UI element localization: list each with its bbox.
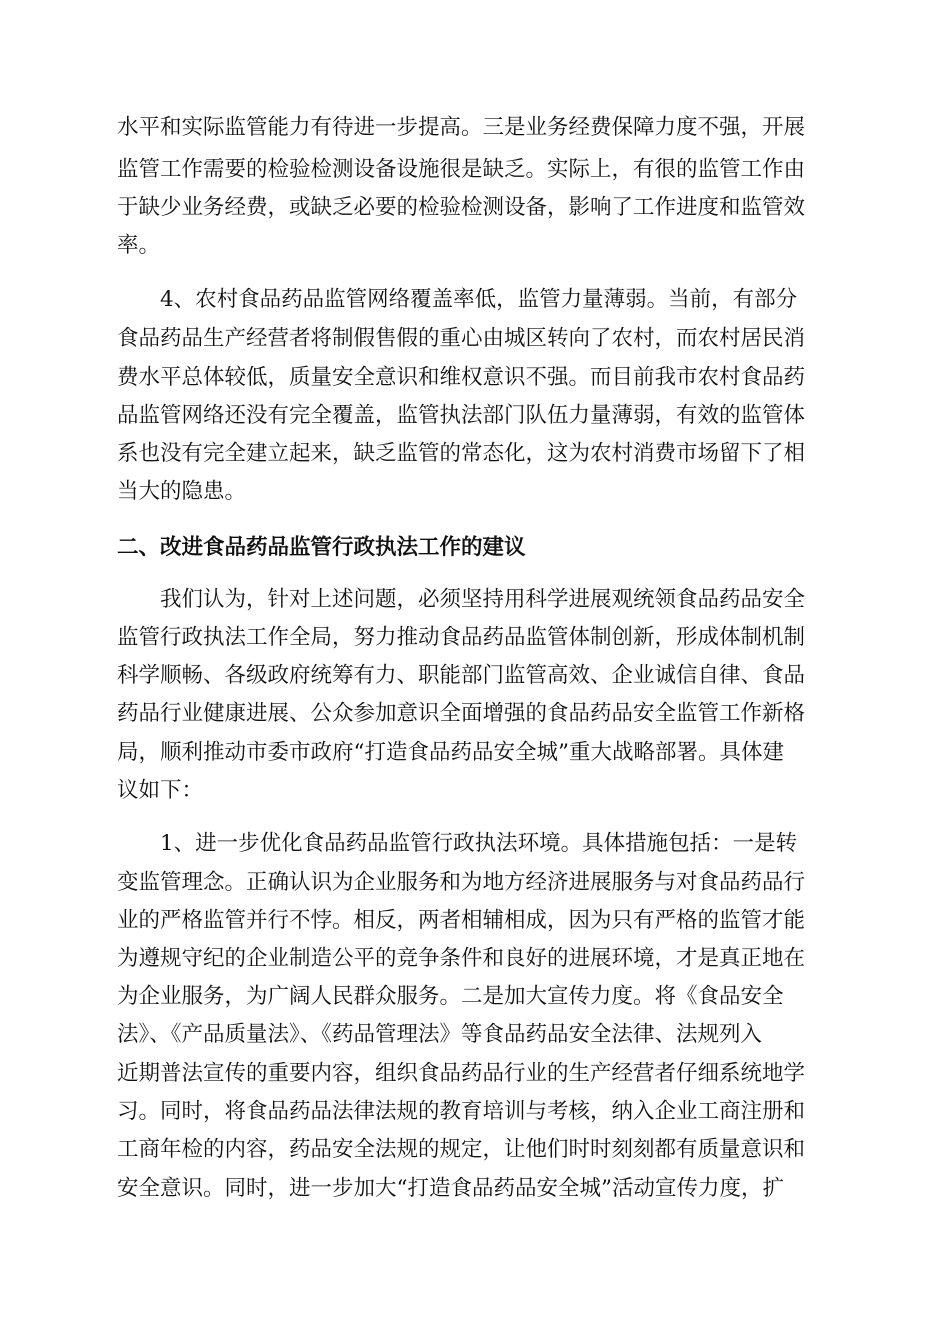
paragraph-line: 1、进一步优化食品药品监管行政执法环境。具体措施包括：一是转: [160, 831, 798, 856]
paragraph-line: 药品行业健康进展、公众参加意识全面增强的食品药品安全监管工作新格: [117, 701, 806, 726]
paragraph-line: 率。: [117, 233, 161, 258]
paragraph-line: 系也没有完全建立起来，缺乏监管的常态化，这为农村消费市场留下了相: [117, 441, 806, 466]
paragraph-line: 局，顺利推动市委市政府“打造食品药品安全城”重大战略部署。具体建: [117, 740, 784, 765]
paragraph-line: 为企业服务，为广阔人民群众服务。二是加大宣传力度。将《食品安全: [117, 984, 784, 1009]
paragraph-line: 4、农村食品药品监管网络覆盖率低，监管力量薄弱。当前，有部分: [160, 287, 798, 312]
paragraph-line: 近期普法宣传的重要内容，组织食品药品行业的生产经营者仔细系统地学: [117, 1061, 806, 1086]
section-heading: 二、改进食品药品监管行政执法工作的建议: [117, 535, 526, 560]
paragraph-line: 监管工作需要的检验检测设备设施很是缺乏。实际上，有很的监管工作由: [117, 157, 806, 182]
paragraph-line: 科学顺畅、各级政府统筹有力、职能部门监管高效、企业诚信自律、食品: [117, 663, 806, 688]
paragraph-line: 费水平总体较低，质量安全意识和维权意识不强。而目前我市农村食品药: [117, 365, 806, 390]
paragraph-line: 议如下：: [117, 778, 204, 803]
paragraph-line: 当大的隐患。: [117, 479, 247, 504]
paragraph-line: 于缺少业务经费，或缺乏必要的检验检测设备，影响了工作进度和监管效: [117, 195, 806, 220]
paragraph-line: 品监管网络还没有完全覆盖，监管执法部门队伍力量薄弱，有效的监管体: [117, 403, 806, 428]
paragraph-line: 安全意识。同时，进一步加大“打造食品药品安全城”活动宣传力度，扩: [117, 1176, 784, 1201]
paragraph-line: 工商年检的内容，药品安全法规的规定，让他们时时刻刻都有质量意识和: [117, 1137, 806, 1162]
paragraph-line: 水平和实际监管能力有待进一步提高。三是业务经费保障力度不强，开展: [117, 115, 806, 140]
paragraph-line: 业的严格监管并行不悖。相反，两者相辅相成，因为只有严格的监管才能: [117, 908, 806, 933]
paragraph-line: 变监管理念。正确认识为企业服务和为地方经济进展服务与对食品药品行: [117, 870, 806, 895]
paragraph-line: 食品药品生产经营者将制假售假的重心由城区转向了农村，而农村居民消: [117, 326, 806, 351]
paragraph-line: 法》、《产品质量法》、《药品管理法》等食品药品安全法律、法规列入: [117, 1022, 763, 1047]
paragraph-line: 监管行政执法工作全局，努力推动食品药品监管体制创新，形成体制机制: [117, 625, 806, 650]
paragraph-line: 为遵规守纪的企业制造公平的竞争条件和良好的进展环境，才是真正地在: [117, 946, 806, 971]
paragraph-line: 习。同时，将食品药品法律法规的教育培训与考核，纳入企业工商注册和: [117, 1099, 806, 1124]
paragraph-line: 我们认为，针对上述问题，必须坚持用科学进展观统领食品药品安全: [160, 587, 806, 612]
